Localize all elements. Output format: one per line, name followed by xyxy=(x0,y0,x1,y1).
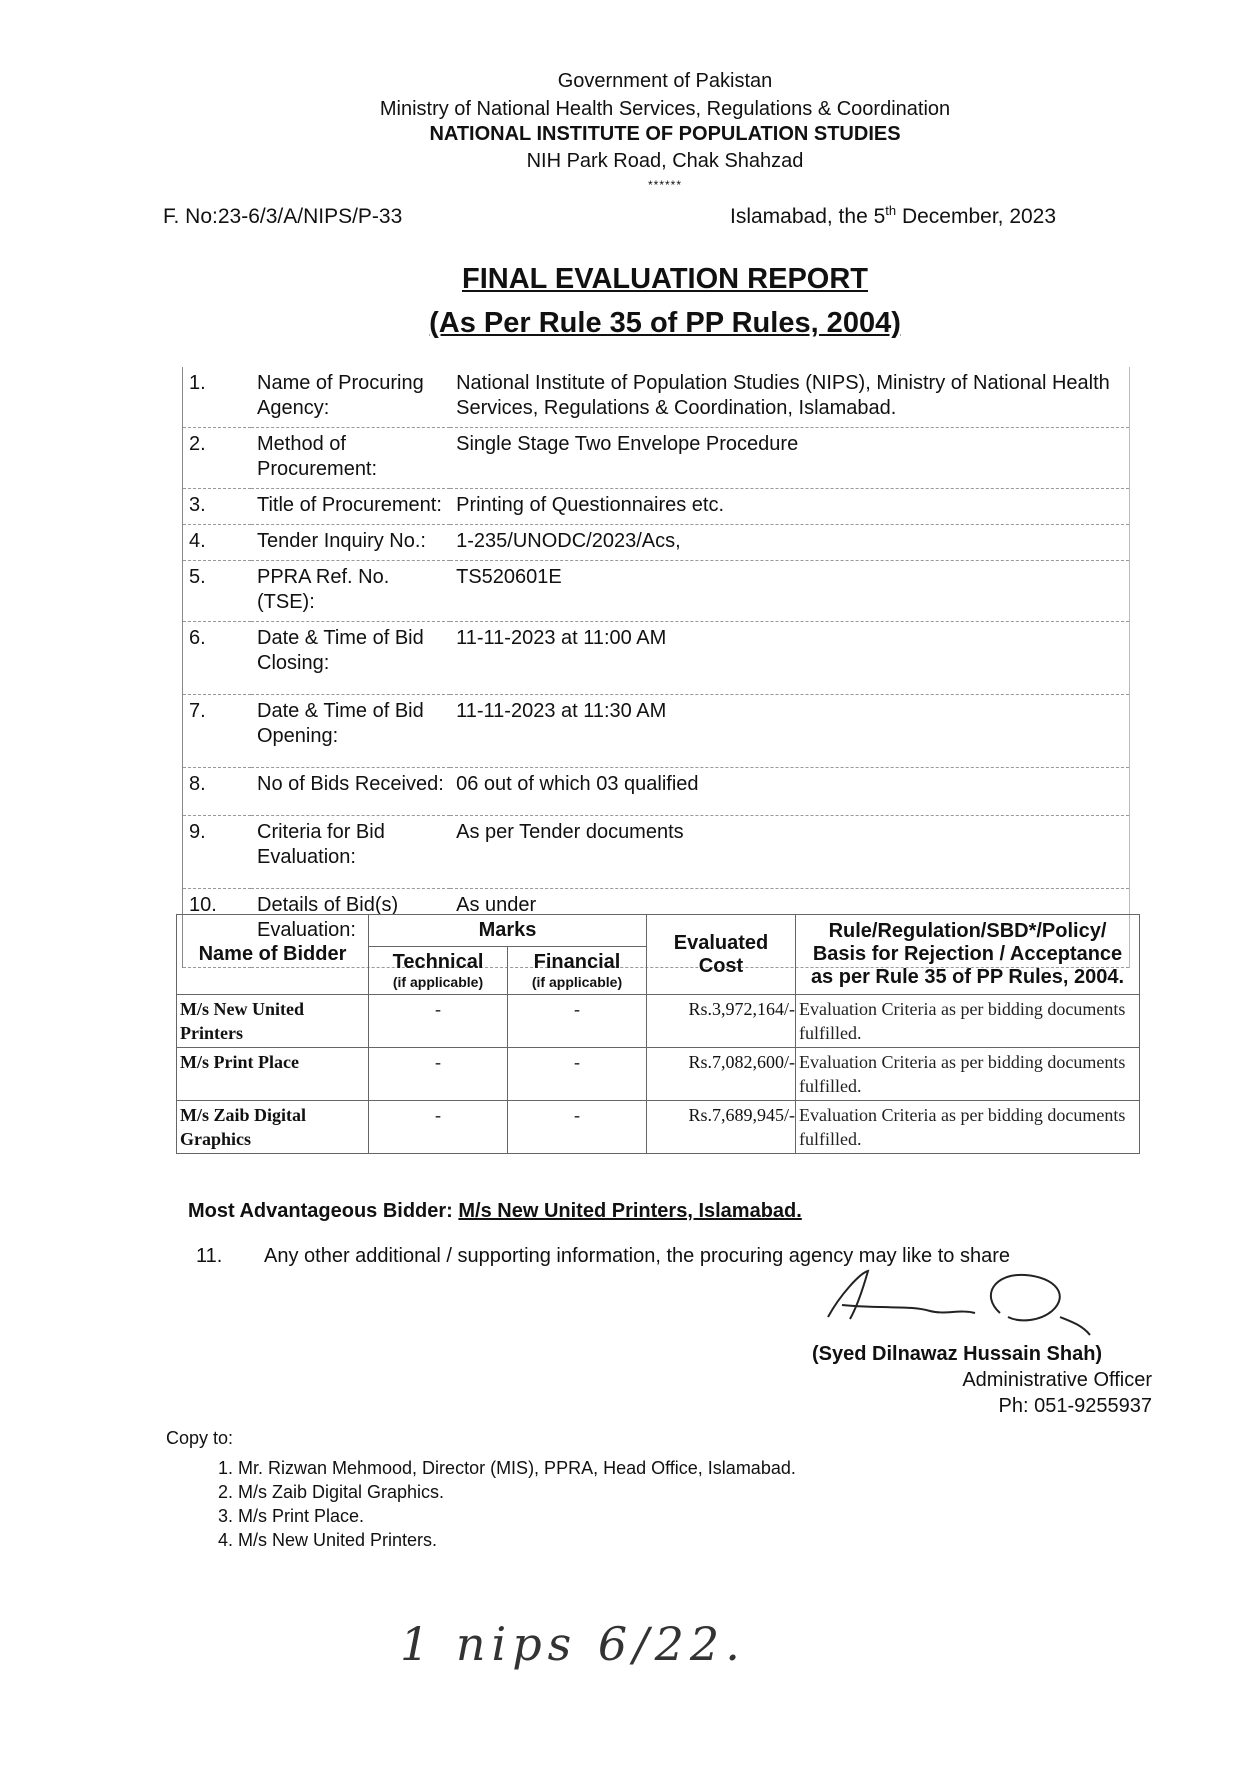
info-row xyxy=(183,428,1130,489)
info-value: Printing of Questionnaires etc. xyxy=(450,489,1129,525)
most-advantageous-bidder: Most Advantageous Bidder: M/s New United Printers, Islamabad. xyxy=(188,1200,802,1222)
bid-row xyxy=(177,1101,1140,1154)
info-number: 6. xyxy=(183,622,252,695)
info-value: 11-11-2023 at 11:30 AM xyxy=(450,695,1129,768)
item-11-text: Any other additional / supporting information, the procuring agency may like to share xyxy=(264,1245,1010,1267)
bid-technical: - xyxy=(369,995,508,1048)
info-label: PPRA Ref. No. (TSE): xyxy=(251,561,450,622)
info-label: Title of Procurement: xyxy=(251,489,450,525)
header-technical: Technical (if applicable) xyxy=(369,947,508,995)
header-ministry: Ministry of National Health Services, Regulations & Coordination xyxy=(379,98,951,120)
info-row xyxy=(183,622,1130,695)
info-label: Details of Bid(s) Evaluation: xyxy=(251,889,450,968)
info-row xyxy=(183,367,1130,428)
header-evaluated-cost: Evaluated Cost xyxy=(647,915,796,995)
info-number: 5. xyxy=(183,561,252,622)
info-number: 8. xyxy=(183,768,252,816)
header-institute: NATIONAL INSTITUTE OF POPULATION STUDIES xyxy=(429,123,901,145)
document-date: Islamabad, the 5th December, 2023 xyxy=(730,203,1057,228)
info-label: Method of Procurement: xyxy=(251,428,450,489)
info-label: Date & Time of Bid Closing: xyxy=(251,622,450,695)
info-value: As per Tender documents xyxy=(450,816,1129,889)
info-number: 7. xyxy=(183,695,252,768)
signatory-designation: Administrative Officer xyxy=(962,1369,1152,1391)
info-number: 2. xyxy=(183,428,252,489)
info-row xyxy=(183,489,1130,525)
info-row xyxy=(183,816,1130,889)
copy-to-item: 1. Mr. Rizwan Mehmood, Director (MIS), PPRA, Head Office, Islamabad. xyxy=(238,1456,796,1480)
copy-to-item: 2. M/s Zaib Digital Graphics. xyxy=(238,1480,796,1504)
bid-cost: Rs.3,972,164/- xyxy=(647,995,796,1048)
info-row xyxy=(183,525,1130,561)
report-title: FINAL EVALUATION REPORT xyxy=(462,263,868,295)
handwritten-note xyxy=(400,1590,940,1700)
info-number: 3. xyxy=(183,489,252,525)
bid-financial: - xyxy=(508,1048,647,1101)
bids-evaluation-table xyxy=(176,914,1140,1154)
bid-technical: - xyxy=(369,1048,508,1101)
report-subtitle: (As Per Rule 35 of PP Rules, 2004) xyxy=(429,307,901,339)
bid-cost: Rs.7,082,600/- xyxy=(647,1048,796,1101)
bid-basis: Evaluation Criteria as per bidding documents fulfilled. xyxy=(796,995,1140,1048)
svg-text:1 nips 6/22.: 1 nips 6/22. xyxy=(400,1617,746,1671)
copy-to-label: Copy to: xyxy=(166,1428,234,1448)
header-basis: Rule/Regulation/SBD*/Policy/ Basis for Rejection / Acceptance as per Rule 35 of PP Rules, 2004. xyxy=(796,915,1140,995)
bid-basis: Evaluation Criteria as per bidding documents fulfilled. xyxy=(796,1048,1140,1101)
header-bidder-name: Name of Bidder xyxy=(177,915,369,995)
info-label: No of Bids Received: xyxy=(251,768,450,816)
info-value: 06 out of which 03 qualified xyxy=(450,768,1129,816)
bid-financial: - xyxy=(508,1101,647,1154)
info-value: 11-11-2023 at 11:00 AM xyxy=(450,622,1129,695)
item-11-number: 11. xyxy=(196,1245,223,1267)
info-value: TS520601E xyxy=(450,561,1129,622)
bid-cost: Rs.7,689,945/- xyxy=(647,1101,796,1154)
signatory-name: (Syed Dilnawaz Hussain Shah) xyxy=(812,1343,1103,1365)
header-marks: Marks xyxy=(369,915,647,947)
info-value: Single Stage Two Envelope Procedure xyxy=(450,428,1129,489)
info-label: Name of Procuring Agency: xyxy=(251,367,450,428)
procurement-info-table xyxy=(182,367,1130,968)
bid-row xyxy=(177,995,1140,1048)
info-number: 1. xyxy=(183,367,252,428)
copy-to-item: 3. M/s Print Place. xyxy=(238,1504,796,1528)
header-address: NIH Park Road, Chak Shahzad xyxy=(526,150,804,172)
signatory-phone: Ph: 051-9255937 xyxy=(998,1395,1152,1417)
info-number: 10. xyxy=(183,889,252,968)
info-value: As under xyxy=(450,889,1129,968)
info-row xyxy=(183,695,1130,768)
info-label: Date & Time of Bid Opening: xyxy=(251,695,450,768)
bid-financial: - xyxy=(508,995,647,1048)
info-row xyxy=(183,561,1130,622)
header-government: Government of Pakistan xyxy=(557,70,773,92)
bid-name: M/s Zaib Digital Graphics xyxy=(177,1101,369,1154)
header-financial: Financial (if applicable) xyxy=(508,947,647,995)
bid-name: M/s New United Printers xyxy=(177,995,369,1048)
info-label: Tender Inquiry No.: xyxy=(251,525,450,561)
info-number: 9. xyxy=(183,816,252,889)
file-number: F. No:23-6/3/A/NIPS/P-33 xyxy=(163,205,403,228)
copy-to-item: 4. M/s New United Printers. xyxy=(238,1528,796,1552)
info-value: National Institute of Population Studies (NIPS), Ministry of National Health Services, Regulations & Coordination, Islamabad. xyxy=(450,367,1129,428)
bid-technical: - xyxy=(369,1101,508,1154)
copy-to-list xyxy=(210,1456,796,1552)
info-number: 4. xyxy=(183,525,252,561)
bid-name: M/s Print Place xyxy=(177,1048,369,1101)
info-row xyxy=(183,768,1130,816)
header-stars: ****** xyxy=(647,178,683,192)
signature xyxy=(820,1265,1120,1345)
info-label: Criteria for Bid Evaluation: xyxy=(251,816,450,889)
bid-row xyxy=(177,1048,1140,1101)
info-value: 1-235/UNODC/2023/Acs, xyxy=(450,525,1129,561)
bid-basis: Evaluation Criteria as per bidding documents fulfilled. xyxy=(796,1101,1140,1154)
